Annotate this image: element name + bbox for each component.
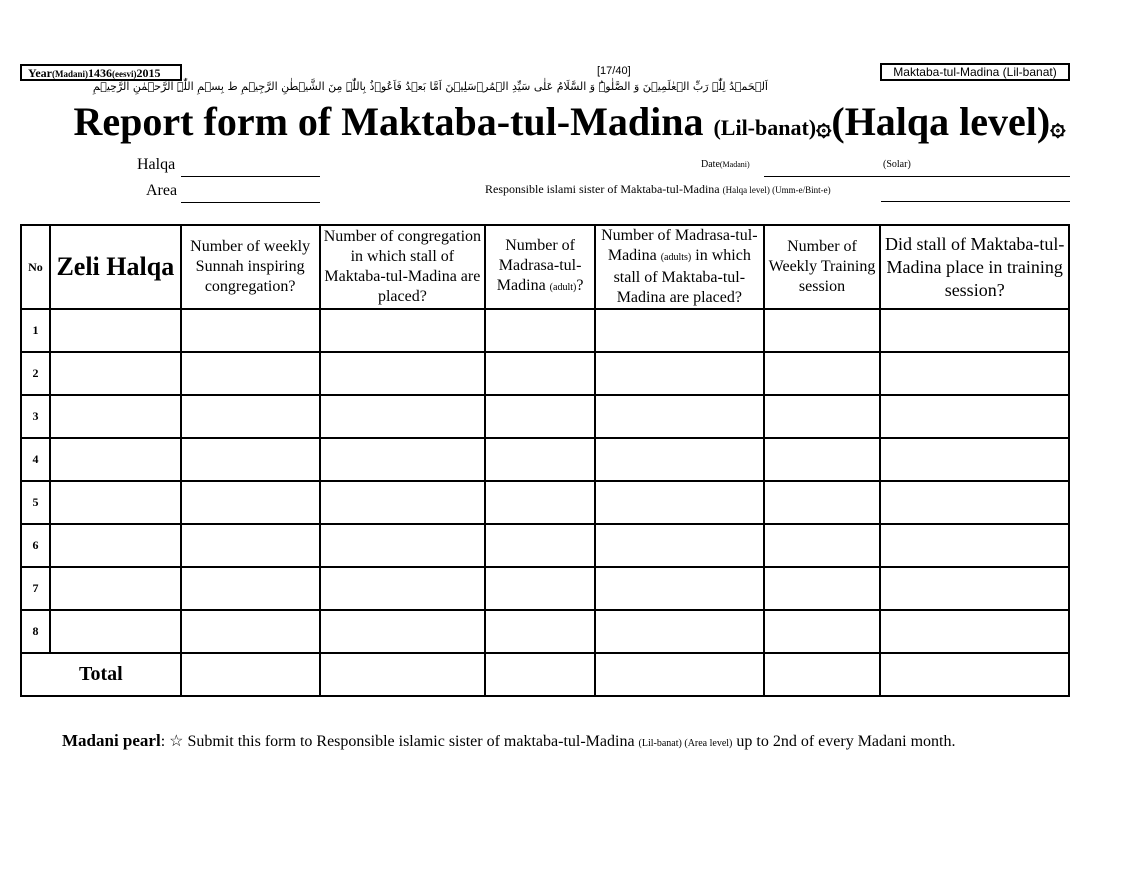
- table-cell[interactable]: [880, 352, 1069, 395]
- table-row: [21, 352, 1069, 395]
- col-header-madrasa-stall: Number of Madrasa-tul-Madina (adults) in which stall of Maktaba-tul-Madina are placed?: [595, 225, 764, 309]
- title-level: (Halqa level): [831, 99, 1051, 144]
- pearl-label: Madani pearl: [62, 731, 161, 750]
- year-madani-value: 1436: [88, 66, 112, 80]
- table-cell[interactable]: [880, 481, 1069, 524]
- table-cell[interactable]: [181, 524, 320, 567]
- year-madani-label: (Madani): [52, 69, 88, 79]
- row-number: 1: [21, 309, 50, 352]
- date-madani-label: (Madani): [719, 160, 750, 169]
- year-box: [20, 64, 182, 81]
- table-cell[interactable]: [50, 438, 181, 481]
- arabic-invocation: اَلۡحَمۡدُ لِلّٰہِ رَبِّ الۡعٰلَمِیۡنَ وَ الصَّلٰوۃُ وَ السَّلَامُ عَلٰی سَیِّدِ الۡمُرۡسَلِیۡنَ اَمَّا بَعۡدُ فَاَعُوۡذُ بِاللّٰہِ مِنَ الشَّیۡطٰنِ الرَّجِیۡمِ ط بِسۡمِ اللّٰہِ الرَّحۡمٰنِ الرَّحِیۡمِ: [92, 80, 768, 93]
- responsible-field[interactable]: [881, 201, 1070, 202]
- table-cell[interactable]: [181, 438, 320, 481]
- col-header-zeli-halqa: Zeli Halqa: [50, 225, 181, 309]
- table-total-row: [21, 653, 1069, 696]
- table-cell[interactable]: [880, 309, 1069, 352]
- table-header-row: [21, 225, 1069, 309]
- table-cell[interactable]: [764, 567, 881, 610]
- col-header-congregation-stall: Number of congregation in which stall of Maktaba-tul-Madina are placed?: [320, 225, 486, 309]
- area-field[interactable]: [181, 202, 320, 203]
- table-cell[interactable]: [485, 309, 595, 352]
- col-header-weekly-congregation: Number of weekly Sunnah inspiring congregation?: [181, 225, 320, 309]
- pearl-text-end: up to 2nd of every Madani month.: [736, 733, 956, 750]
- table-cell[interactable]: [50, 395, 181, 438]
- row-number: 2: [21, 352, 50, 395]
- table-cell[interactable]: [595, 610, 764, 653]
- table-cell[interactable]: [880, 524, 1069, 567]
- title-main: Report form of Maktaba-tul-Madina: [73, 99, 704, 144]
- col-header-madrasa: Number of Madrasa-tul-Madina (adult)?: [485, 225, 595, 309]
- table-cell[interactable]: [595, 567, 764, 610]
- table-row: [21, 567, 1069, 610]
- brand-box: Maktaba-tul-Madina (Lil-banat): [880, 63, 1070, 81]
- ornament-right-icon: ۞: [1050, 112, 1066, 142]
- table-cell[interactable]: [595, 352, 764, 395]
- date-solar-label: (Solar): [883, 159, 911, 170]
- row-number: 3: [21, 395, 50, 438]
- date-label: Date: [701, 159, 720, 170]
- star-icon: ☆: [169, 733, 184, 750]
- page-number: [17/40]: [597, 65, 631, 77]
- table-cell[interactable]: [181, 352, 320, 395]
- table-row: [21, 524, 1069, 567]
- year-eesvi-label: (eesvi): [112, 69, 137, 79]
- table-cell[interactable]: [485, 610, 595, 653]
- table-cell[interactable]: [181, 395, 320, 438]
- col-header-did-stall: Did stall of Maktaba-tul-Madina place in training session?: [880, 225, 1069, 309]
- table-cell[interactable]: [764, 309, 881, 352]
- date-label-group: [701, 159, 750, 170]
- total-cell[interactable]: [485, 653, 595, 696]
- page-title: [0, 98, 1139, 145]
- year-label: Year: [28, 66, 52, 80]
- table-cell[interactable]: [595, 481, 764, 524]
- total-cell[interactable]: [764, 653, 881, 696]
- table-cell[interactable]: [595, 524, 764, 567]
- table-cell[interactable]: [50, 481, 181, 524]
- table-row: [21, 610, 1069, 653]
- table-cell[interactable]: [485, 481, 595, 524]
- table-cell[interactable]: [50, 610, 181, 653]
- ornament-left-icon: ۞: [816, 112, 832, 142]
- table-cell[interactable]: [320, 438, 486, 481]
- date-field[interactable]: [764, 176, 1070, 177]
- table-cell[interactable]: [485, 524, 595, 567]
- table-row: [21, 395, 1069, 438]
- halqa-field[interactable]: [181, 176, 320, 177]
- table-cell[interactable]: [595, 309, 764, 352]
- table-cell[interactable]: [320, 481, 486, 524]
- table-cell[interactable]: [320, 352, 486, 395]
- table-cell[interactable]: [485, 438, 595, 481]
- pearl-small-text: (Lil-banat) (Area level): [638, 738, 733, 749]
- pearl-text: Submit this form to Responsible islamic sister of maktaba-tul-Madina: [187, 733, 635, 750]
- table-cell[interactable]: [320, 395, 486, 438]
- table-row: [21, 481, 1069, 524]
- area-label: Area: [146, 182, 178, 199]
- table-cell[interactable]: [764, 395, 881, 438]
- table-cell[interactable]: [181, 567, 320, 610]
- table-cell[interactable]: [320, 524, 486, 567]
- row-number: 7: [21, 567, 50, 610]
- table-cell[interactable]: [50, 309, 181, 352]
- total-cell[interactable]: [320, 653, 486, 696]
- responsible-sub-label: (Halqa level) (Umm-e/Bint-e): [722, 185, 831, 195]
- table-cell[interactable]: [764, 438, 881, 481]
- table-cell[interactable]: [595, 395, 764, 438]
- row-number: 8: [21, 610, 50, 653]
- table-cell[interactable]: [595, 438, 764, 481]
- table-cell[interactable]: [485, 395, 595, 438]
- col-header-no: No: [21, 225, 50, 309]
- table-cell[interactable]: [764, 610, 881, 653]
- table-cell[interactable]: [181, 309, 320, 352]
- table-row: [21, 309, 1069, 352]
- halqa-label: Halqa: [137, 156, 176, 173]
- row-number: 4: [21, 438, 50, 481]
- table-cell[interactable]: [880, 395, 1069, 438]
- table-cell[interactable]: [181, 481, 320, 524]
- report-table: [20, 224, 1070, 697]
- col-header-weekly-training: Number of Weekly Training session: [764, 225, 881, 309]
- table-cell[interactable]: [485, 352, 595, 395]
- table-cell[interactable]: [320, 309, 486, 352]
- table-cell[interactable]: [880, 567, 1069, 610]
- total-cell[interactable]: [880, 653, 1069, 696]
- table-cell[interactable]: [320, 567, 486, 610]
- table-row: [21, 438, 1069, 481]
- table-cell[interactable]: [764, 352, 881, 395]
- title-sub: (Lil-banat): [713, 115, 817, 140]
- total-cell[interactable]: [181, 653, 320, 696]
- table-cell[interactable]: [50, 567, 181, 610]
- row-number: 5: [21, 481, 50, 524]
- table-cell[interactable]: [485, 567, 595, 610]
- table-cell[interactable]: [764, 481, 881, 524]
- table-cell[interactable]: [50, 352, 181, 395]
- table-cell[interactable]: [764, 524, 881, 567]
- total-cell[interactable]: [595, 653, 764, 696]
- row-number: 6: [21, 524, 50, 567]
- table-cell[interactable]: [50, 524, 181, 567]
- year-eesvi-value: 2015: [136, 66, 161, 80]
- responsible-label-group: [485, 182, 831, 197]
- table-cell[interactable]: [181, 610, 320, 653]
- table-cell[interactable]: [320, 610, 486, 653]
- table-cell[interactable]: [880, 438, 1069, 481]
- madani-pearl-note: Madani pearl: ☆ Submit this form to Responsible islamic sister of maktaba-tul-Madina (Lil-banat) (Area level) up to 2nd of every Madani month.: [62, 731, 956, 750]
- table-cell[interactable]: [880, 610, 1069, 653]
- total-label: Total: [21, 653, 181, 696]
- responsible-label: Responsible islami sister of Maktaba-tul-Madina: [485, 182, 720, 196]
